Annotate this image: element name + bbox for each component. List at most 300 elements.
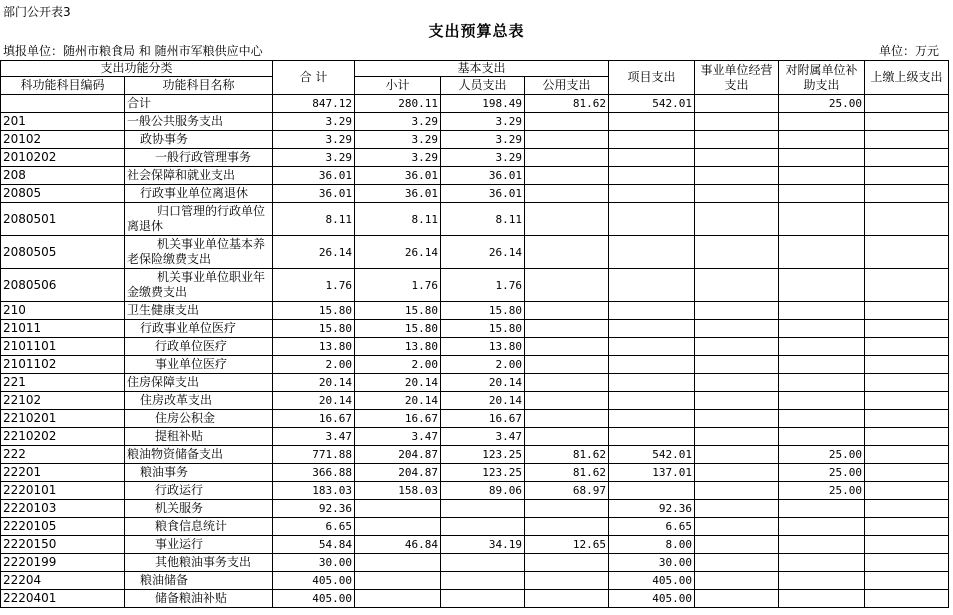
cell-name (125, 269, 273, 302)
cell-subtotal: 20.14 (355, 374, 441, 392)
cell-name: 行政运行 (125, 482, 273, 500)
cell-total: 13.80 (273, 338, 355, 356)
cell-project (609, 236, 695, 269)
cell-name: 储备粮油补贴 (125, 590, 273, 608)
cell-personnel: 34.19 (441, 536, 525, 554)
cell-name: 政协事务 (125, 131, 273, 149)
cell-personnel: 3.29 (441, 149, 525, 167)
cell-enterprise (695, 374, 779, 392)
cell-project: 542.01 (609, 95, 695, 113)
cell-code: 22201 (1, 464, 125, 482)
cell-subtotal: 46.84 (355, 536, 441, 554)
table-row (1, 482, 949, 500)
header-func-class: 支出功能分类 (1, 61, 273, 77)
cell-public (525, 113, 609, 131)
table-row (1, 590, 949, 608)
cell-name-text: 机关事业单位基本养老保险缴费支出 (127, 237, 266, 266)
cell-upper (865, 203, 949, 236)
cell-public (525, 356, 609, 374)
cell-public: 81.62 (525, 464, 609, 482)
table-row (1, 392, 949, 410)
table-row (1, 95, 949, 113)
header-name: 功能科目名称 (125, 77, 273, 95)
cell-project (609, 374, 695, 392)
cell-project (609, 392, 695, 410)
header-upper: 上缴上级支出 (865, 61, 949, 95)
cell-name: 粮油事务 (125, 464, 273, 482)
cell-upper (865, 149, 949, 167)
cell-total: 405.00 (273, 590, 355, 608)
header-enterprise: 事业单位经营支出 (695, 61, 779, 95)
cell-name: 提租补贴 (125, 428, 273, 446)
cell-project (609, 203, 695, 236)
cell-code: 2220199 (1, 554, 125, 572)
cell-enterprise (695, 410, 779, 428)
cell-subsidy (779, 518, 865, 536)
table-row (1, 320, 949, 338)
cell-personnel (441, 500, 525, 518)
cell-subtotal: 3.29 (355, 113, 441, 131)
cell-upper (865, 302, 949, 320)
cell-public: 12.65 (525, 536, 609, 554)
cell-subtotal: 15.80 (355, 320, 441, 338)
cell-subtotal: 8.11 (355, 203, 441, 236)
cell-code: 20805 (1, 185, 125, 203)
cell-total: 3.29 (273, 113, 355, 131)
cell-public (525, 374, 609, 392)
cell-personnel: 26.14 (441, 236, 525, 269)
cell-name: 一般行政管理事务 (125, 149, 273, 167)
cell-personnel (441, 554, 525, 572)
cell-total: 15.80 (273, 320, 355, 338)
cell-public (525, 149, 609, 167)
cell-total: 26.14 (273, 236, 355, 269)
cell-subsidy (779, 131, 865, 149)
cell-code: 221 (1, 374, 125, 392)
cell-subtotal: 1.76 (355, 269, 441, 302)
cell-personnel: 13.80 (441, 338, 525, 356)
cell-subsidy (779, 428, 865, 446)
table-row (1, 236, 949, 269)
header-public: 公用支出 (525, 77, 609, 95)
cell-public (525, 554, 609, 572)
table-row (1, 464, 949, 482)
cell-subtotal: 3.47 (355, 428, 441, 446)
cell-project (609, 428, 695, 446)
cell-subtotal: 20.14 (355, 392, 441, 410)
cell-code: 2080506 (1, 269, 125, 302)
cell-personnel: 15.80 (441, 302, 525, 320)
table-row (1, 446, 949, 464)
cell-enterprise (695, 131, 779, 149)
cell-subtotal (355, 554, 441, 572)
cell-project (609, 410, 695, 428)
cell-subtotal: 3.29 (355, 131, 441, 149)
header-subsidy: 对附属单位补助支出 (779, 61, 865, 95)
cell-upper (865, 590, 949, 608)
cell-code: 22204 (1, 572, 125, 590)
table-row (1, 167, 949, 185)
cell-subtotal: 3.29 (355, 149, 441, 167)
cell-total: 36.01 (273, 185, 355, 203)
cell-upper (865, 392, 949, 410)
cell-name: 住房保障支出 (125, 374, 273, 392)
cell-code: 210 (1, 302, 125, 320)
cell-total: 8.11 (273, 203, 355, 236)
cell-upper (865, 572, 949, 590)
cell-total: 771.88 (273, 446, 355, 464)
cell-public (525, 392, 609, 410)
cell-upper (865, 374, 949, 392)
cell-public (525, 500, 609, 518)
cell-code: 2220105 (1, 518, 125, 536)
cell-personnel: 198.49 (441, 95, 525, 113)
cell-subsidy (779, 500, 865, 518)
cell-total: 16.67 (273, 410, 355, 428)
cell-subsidy (779, 554, 865, 572)
cell-enterprise (695, 518, 779, 536)
cell-personnel (441, 518, 525, 536)
cell-personnel: 36.01 (441, 167, 525, 185)
cell-total: 36.01 (273, 167, 355, 185)
cell-code: 2080501 (1, 203, 125, 236)
cell-code: 2220150 (1, 536, 125, 554)
cell-upper (865, 518, 949, 536)
cell-name: 行政事业单位医疗 (125, 320, 273, 338)
cell-name: 事业运行 (125, 536, 273, 554)
cell-subsidy: 25.00 (779, 464, 865, 482)
cell-code: 2101102 (1, 356, 125, 374)
header-total: 合 计 (273, 61, 355, 95)
cell-name (125, 236, 273, 269)
cell-public: 81.62 (525, 95, 609, 113)
cell-project (609, 131, 695, 149)
cell-project (609, 113, 695, 131)
header-subtotal: 小计 (355, 77, 441, 95)
cell-subsidy (779, 203, 865, 236)
cell-code: 2210202 (1, 428, 125, 446)
cell-subtotal: 204.87 (355, 464, 441, 482)
table-row (1, 518, 949, 536)
cell-subsidy (779, 167, 865, 185)
cell-code: 2210201 (1, 410, 125, 428)
cell-upper (865, 167, 949, 185)
cell-subtotal: 16.67 (355, 410, 441, 428)
cell-project: 30.00 (609, 554, 695, 572)
cell-total: 30.00 (273, 554, 355, 572)
cell-enterprise (695, 500, 779, 518)
cell-subsidy (779, 185, 865, 203)
cell-public (525, 203, 609, 236)
cell-total: 20.14 (273, 374, 355, 392)
cell-subtotal: 36.01 (355, 167, 441, 185)
cell-code: 208 (1, 167, 125, 185)
cell-project: 405.00 (609, 590, 695, 608)
cell-personnel: 15.80 (441, 320, 525, 338)
cell-subtotal: 158.03 (355, 482, 441, 500)
cell-enterprise (695, 482, 779, 500)
cell-public: 81.62 (525, 446, 609, 464)
cell-total: 3.29 (273, 131, 355, 149)
header-code: 科功能科目编码 (1, 77, 125, 95)
cell-project: 8.00 (609, 536, 695, 554)
cell-upper (865, 464, 949, 482)
cell-total: 15.80 (273, 302, 355, 320)
cell-enterprise (695, 302, 779, 320)
cell-public (525, 167, 609, 185)
cell-code: 2220101 (1, 482, 125, 500)
cell-upper (865, 356, 949, 374)
cell-name-text: 机关事业单位职业年金缴费支出 (127, 270, 266, 299)
table-row (1, 410, 949, 428)
cell-upper (865, 428, 949, 446)
cell-total: 54.84 (273, 536, 355, 554)
cell-total: 1.76 (273, 269, 355, 302)
cell-personnel: 123.25 (441, 446, 525, 464)
cell-upper (865, 536, 949, 554)
cell-subsidy: 25.00 (779, 95, 865, 113)
table-row (1, 554, 949, 572)
cell-name: 住房改革支出 (125, 392, 273, 410)
cell-enterprise (695, 536, 779, 554)
cell-code: 2080505 (1, 236, 125, 269)
cell-upper (865, 95, 949, 113)
cell-subtotal: 36.01 (355, 185, 441, 203)
cell-enterprise (695, 149, 779, 167)
table-row (1, 374, 949, 392)
cell-subsidy (779, 149, 865, 167)
cell-enterprise (695, 554, 779, 572)
cell-code: 20102 (1, 131, 125, 149)
cell-upper (865, 554, 949, 572)
cell-name: 行政单位医疗 (125, 338, 273, 356)
cell-enterprise (695, 236, 779, 269)
table-row (1, 185, 949, 203)
cell-enterprise (695, 185, 779, 203)
cell-total: 3.29 (273, 149, 355, 167)
cell-public (525, 572, 609, 590)
cell-subsidy (779, 572, 865, 590)
table-row (1, 203, 949, 236)
cell-name: 卫生健康支出 (125, 302, 273, 320)
cell-enterprise (695, 464, 779, 482)
cell-subsidy (779, 590, 865, 608)
page-title: 支出预算总表 (428, 22, 525, 40)
cell-name: 行政事业单位离退休 (125, 185, 273, 203)
cell-public (525, 338, 609, 356)
cell-subtotal (355, 572, 441, 590)
cell-project: 92.36 (609, 500, 695, 518)
cell-upper (865, 236, 949, 269)
cell-subtotal (355, 590, 441, 608)
cell-total: 405.00 (273, 572, 355, 590)
cell-personnel: 123.25 (441, 464, 525, 482)
cell-code (1, 95, 125, 113)
cell-upper (865, 269, 949, 302)
cell-enterprise (695, 113, 779, 131)
cell-total: 20.14 (273, 392, 355, 410)
cell-personnel: 1.76 (441, 269, 525, 302)
cell-total: 2.00 (273, 356, 355, 374)
cell-name: 其他粮油事务支出 (125, 554, 273, 572)
cell-total: 183.03 (273, 482, 355, 500)
table-row (1, 149, 949, 167)
cell-code: 222 (1, 446, 125, 464)
cell-enterprise (695, 392, 779, 410)
cell-enterprise (695, 269, 779, 302)
cell-name: 粮油储备 (125, 572, 273, 590)
cell-public (525, 131, 609, 149)
cell-personnel: 2.00 (441, 356, 525, 374)
cell-project: 405.00 (609, 572, 695, 590)
cell-enterprise (695, 572, 779, 590)
cell-code: 2220103 (1, 500, 125, 518)
cell-subtotal: 15.80 (355, 302, 441, 320)
cell-subsidy (779, 236, 865, 269)
cell-subtotal: 280.11 (355, 95, 441, 113)
cell-subtotal: 204.87 (355, 446, 441, 464)
cell-upper (865, 410, 949, 428)
cell-name: 住房公积金 (125, 410, 273, 428)
cell-total: 92.36 (273, 500, 355, 518)
budget-table (0, 60, 949, 608)
cell-project (609, 302, 695, 320)
cell-name-text: 归口管理的行政单位离退休 (127, 204, 266, 233)
cell-subsidy (779, 113, 865, 131)
table-row (1, 572, 949, 590)
cell-upper (865, 446, 949, 464)
cell-public (525, 320, 609, 338)
cell-enterprise (695, 320, 779, 338)
cell-name (125, 203, 273, 236)
cell-enterprise (695, 338, 779, 356)
cell-personnel: 8.11 (441, 203, 525, 236)
document-label: 部门公开表3 (3, 5, 71, 19)
cell-upper (865, 500, 949, 518)
cell-project (609, 482, 695, 500)
table-row (1, 113, 949, 131)
cell-total: 366.88 (273, 464, 355, 482)
cell-name: 事业单位医疗 (125, 356, 273, 374)
cell-code: 2101101 (1, 338, 125, 356)
cell-personnel: 16.67 (441, 410, 525, 428)
header-project: 项目支出 (609, 61, 695, 95)
cell-project (609, 320, 695, 338)
cell-name: 粮食信息统计 (125, 518, 273, 536)
table-row (1, 302, 949, 320)
cell-personnel: 3.29 (441, 113, 525, 131)
cell-code: 22102 (1, 392, 125, 410)
cell-project (609, 167, 695, 185)
cell-code: 2010202 (1, 149, 125, 167)
cell-personnel: 3.47 (441, 428, 525, 446)
cell-enterprise (695, 356, 779, 374)
cell-project: 542.01 (609, 446, 695, 464)
cell-subsidy (779, 374, 865, 392)
cell-name: 粮油物资储备支出 (125, 446, 273, 464)
cell-subtotal: 13.80 (355, 338, 441, 356)
cell-enterprise (695, 203, 779, 236)
cell-project: 6.65 (609, 518, 695, 536)
cell-personnel: 36.01 (441, 185, 525, 203)
cell-public (525, 428, 609, 446)
cell-code: 2220401 (1, 590, 125, 608)
cell-project (609, 149, 695, 167)
cell-upper (865, 185, 949, 203)
cell-upper (865, 482, 949, 500)
cell-total: 3.47 (273, 428, 355, 446)
cell-total: 847.12 (273, 95, 355, 113)
cell-code: 201 (1, 113, 125, 131)
cell-public (525, 590, 609, 608)
table-row (1, 536, 949, 554)
cell-subsidy (779, 392, 865, 410)
cell-project (609, 356, 695, 374)
cell-enterprise (695, 590, 779, 608)
cell-subsidy (779, 536, 865, 554)
cell-enterprise (695, 428, 779, 446)
cell-code: 21011 (1, 320, 125, 338)
cell-personnel: 3.29 (441, 131, 525, 149)
cell-name: 一般公共服务支出 (125, 113, 273, 131)
currency-unit: 单位：万元 (878, 44, 939, 58)
cell-public (525, 410, 609, 428)
cell-project (609, 269, 695, 302)
cell-subsidy (779, 320, 865, 338)
cell-name: 社会保障和就业支出 (125, 167, 273, 185)
cell-subsidy (779, 302, 865, 320)
cell-subtotal (355, 500, 441, 518)
cell-name: 合计 (125, 95, 273, 113)
cell-personnel: 20.14 (441, 392, 525, 410)
table-row (1, 269, 949, 302)
cell-subsidy: 25.00 (779, 482, 865, 500)
cell-personnel: 20.14 (441, 374, 525, 392)
cell-public (525, 269, 609, 302)
cell-name: 机关服务 (125, 500, 273, 518)
cell-enterprise (695, 167, 779, 185)
cell-subsidy (779, 410, 865, 428)
cell-personnel (441, 590, 525, 608)
table-row (1, 131, 949, 149)
cell-subtotal: 2.00 (355, 356, 441, 374)
cell-public: 68.97 (525, 482, 609, 500)
cell-public (525, 302, 609, 320)
cell-subsidy (779, 269, 865, 302)
cell-project (609, 185, 695, 203)
cell-upper (865, 131, 949, 149)
cell-personnel: 89.06 (441, 482, 525, 500)
cell-subtotal: 26.14 (355, 236, 441, 269)
cell-total: 6.65 (273, 518, 355, 536)
cell-subsidy (779, 338, 865, 356)
cell-subsidy: 25.00 (779, 446, 865, 464)
cell-project: 137.01 (609, 464, 695, 482)
cell-upper (865, 320, 949, 338)
cell-subtotal (355, 518, 441, 536)
table-row (1, 338, 949, 356)
cell-enterprise (695, 95, 779, 113)
cell-upper (865, 113, 949, 131)
cell-personnel (441, 572, 525, 590)
table-row (1, 500, 949, 518)
cell-public (525, 185, 609, 203)
table-row (1, 356, 949, 374)
table-row (1, 428, 949, 446)
header-basic: 基本支出 (355, 61, 609, 77)
cell-enterprise (695, 446, 779, 464)
cell-public (525, 518, 609, 536)
